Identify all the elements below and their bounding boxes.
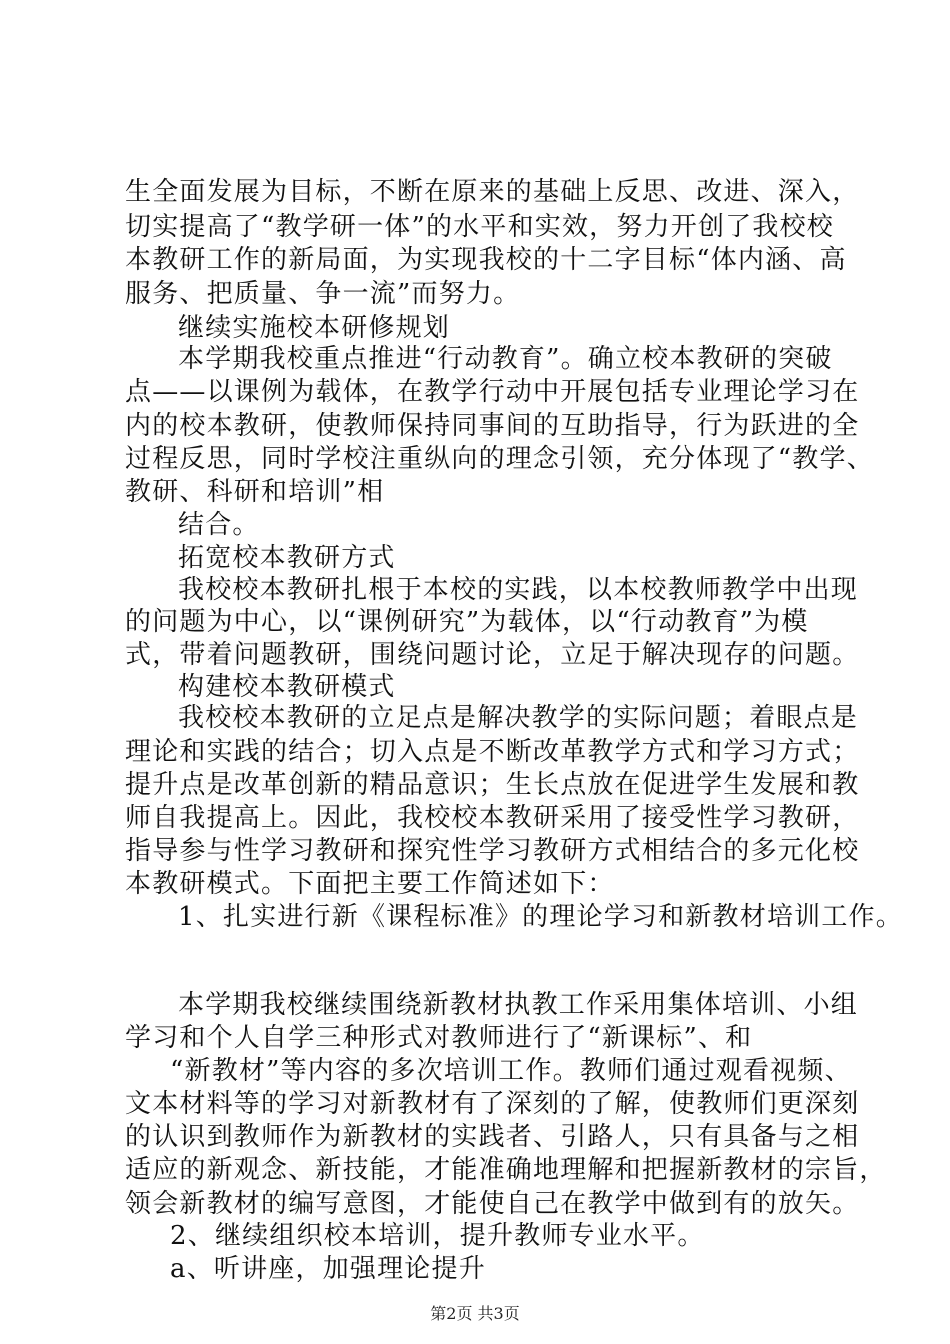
text-line: 服务、把质量、争一流”而努力。 [125,279,521,309]
text-line: 的认识到教师作为新教材的实践者、引路人，只有具备与之相 [125,1122,860,1152]
text-line: 式，带着问题教研，围绕问题讨论，立足于解决现存的问题。 [125,640,860,670]
text-line: 文本材料等的学习对新教材有了深刻的了解，使教师们更深刻 [125,1089,860,1119]
text-line: 本学期我校继续围绕新教材执教工作采用集体培训、小组 [178,990,859,1020]
text-line: 指导参与性学习教研和探究性学习教研方式相结合的多元化校 [125,836,860,866]
sub-item: a、听讲座，加强理论提升 [170,1254,486,1284]
section-heading: 继续实施校本研修规划 [178,313,451,343]
numbered-item: 1、扎实进行新《课程标准》的理论学习和新教材培训工作。 [178,902,903,932]
text-line: 学习和个人自学三种形式对教师进行了“新课标”、和 [125,1023,753,1053]
text-line: 我校校本教研扎根于本校的实践，以本校教师教学中出现 [178,575,859,605]
text-line: 内的校本教研，使教师保持同事间的互助指导，行为跃进的全 [125,411,860,441]
text-line: 我校校本教研的立足点是解决教学的实际问题；着眼点是 [178,703,859,733]
text-line: 理论和实践的结合；切入点是不断改革教学方式和学习方式； [125,737,860,767]
section-heading: 构建校本教研模式 [178,672,396,702]
text-line: 点——以课例为载体，在教学行动中开展包括专业理论学习在 [125,377,860,407]
text-line: 生全面发展为目标，不断在原来的基础上反思、改进、深入， [125,177,860,207]
text-line: 教研、科研和培训”相 [125,477,385,507]
text-line: 本学期我校重点推进“行动教育”。确立校本教研的突破 [178,344,833,374]
text-line: 提升点是改革创新的精品意识；生长点放在促进学生发展和教 [125,770,860,800]
text-line: 本教研模式。下面把主要工作简述如下： [125,869,615,899]
text-line: 的问题为中心，以“课例研究”为载体，以“行动教育”为模 [125,607,809,637]
text-line: 领会新教材的编写意图，才能使自己在教学中做到有的放矢。 [125,1189,860,1219]
text-line: 结合。 [178,510,260,540]
section-heading: 拓宽校本教研方式 [178,543,396,573]
page-number: 第2页 共3页 [430,1304,520,1323]
text-line: “新教材”等内容的多次培训工作。教师们通过观看视频、 [170,1056,852,1086]
text-line: 过程反思，同时学校注重纵向的理念引领，充分体现了“教学、 [125,444,874,474]
numbered-item: 2、继续组织校本培训，提升教师专业水平。 [170,1221,705,1251]
text-line: 切实提高了“教学研一体”的水平和实效，努力开创了我校校 [125,212,834,242]
text-line: 师自我提高上。因此，我校校本教研采用了接受性学习教研， [125,803,860,833]
text-line: 本教研工作的新局面，为实现我校的十二字目标“体内涵、高 [125,245,847,275]
text-line: 适应的新观念、新技能，才能准确地理解和把握新教材的宗旨， [125,1155,887,1185]
